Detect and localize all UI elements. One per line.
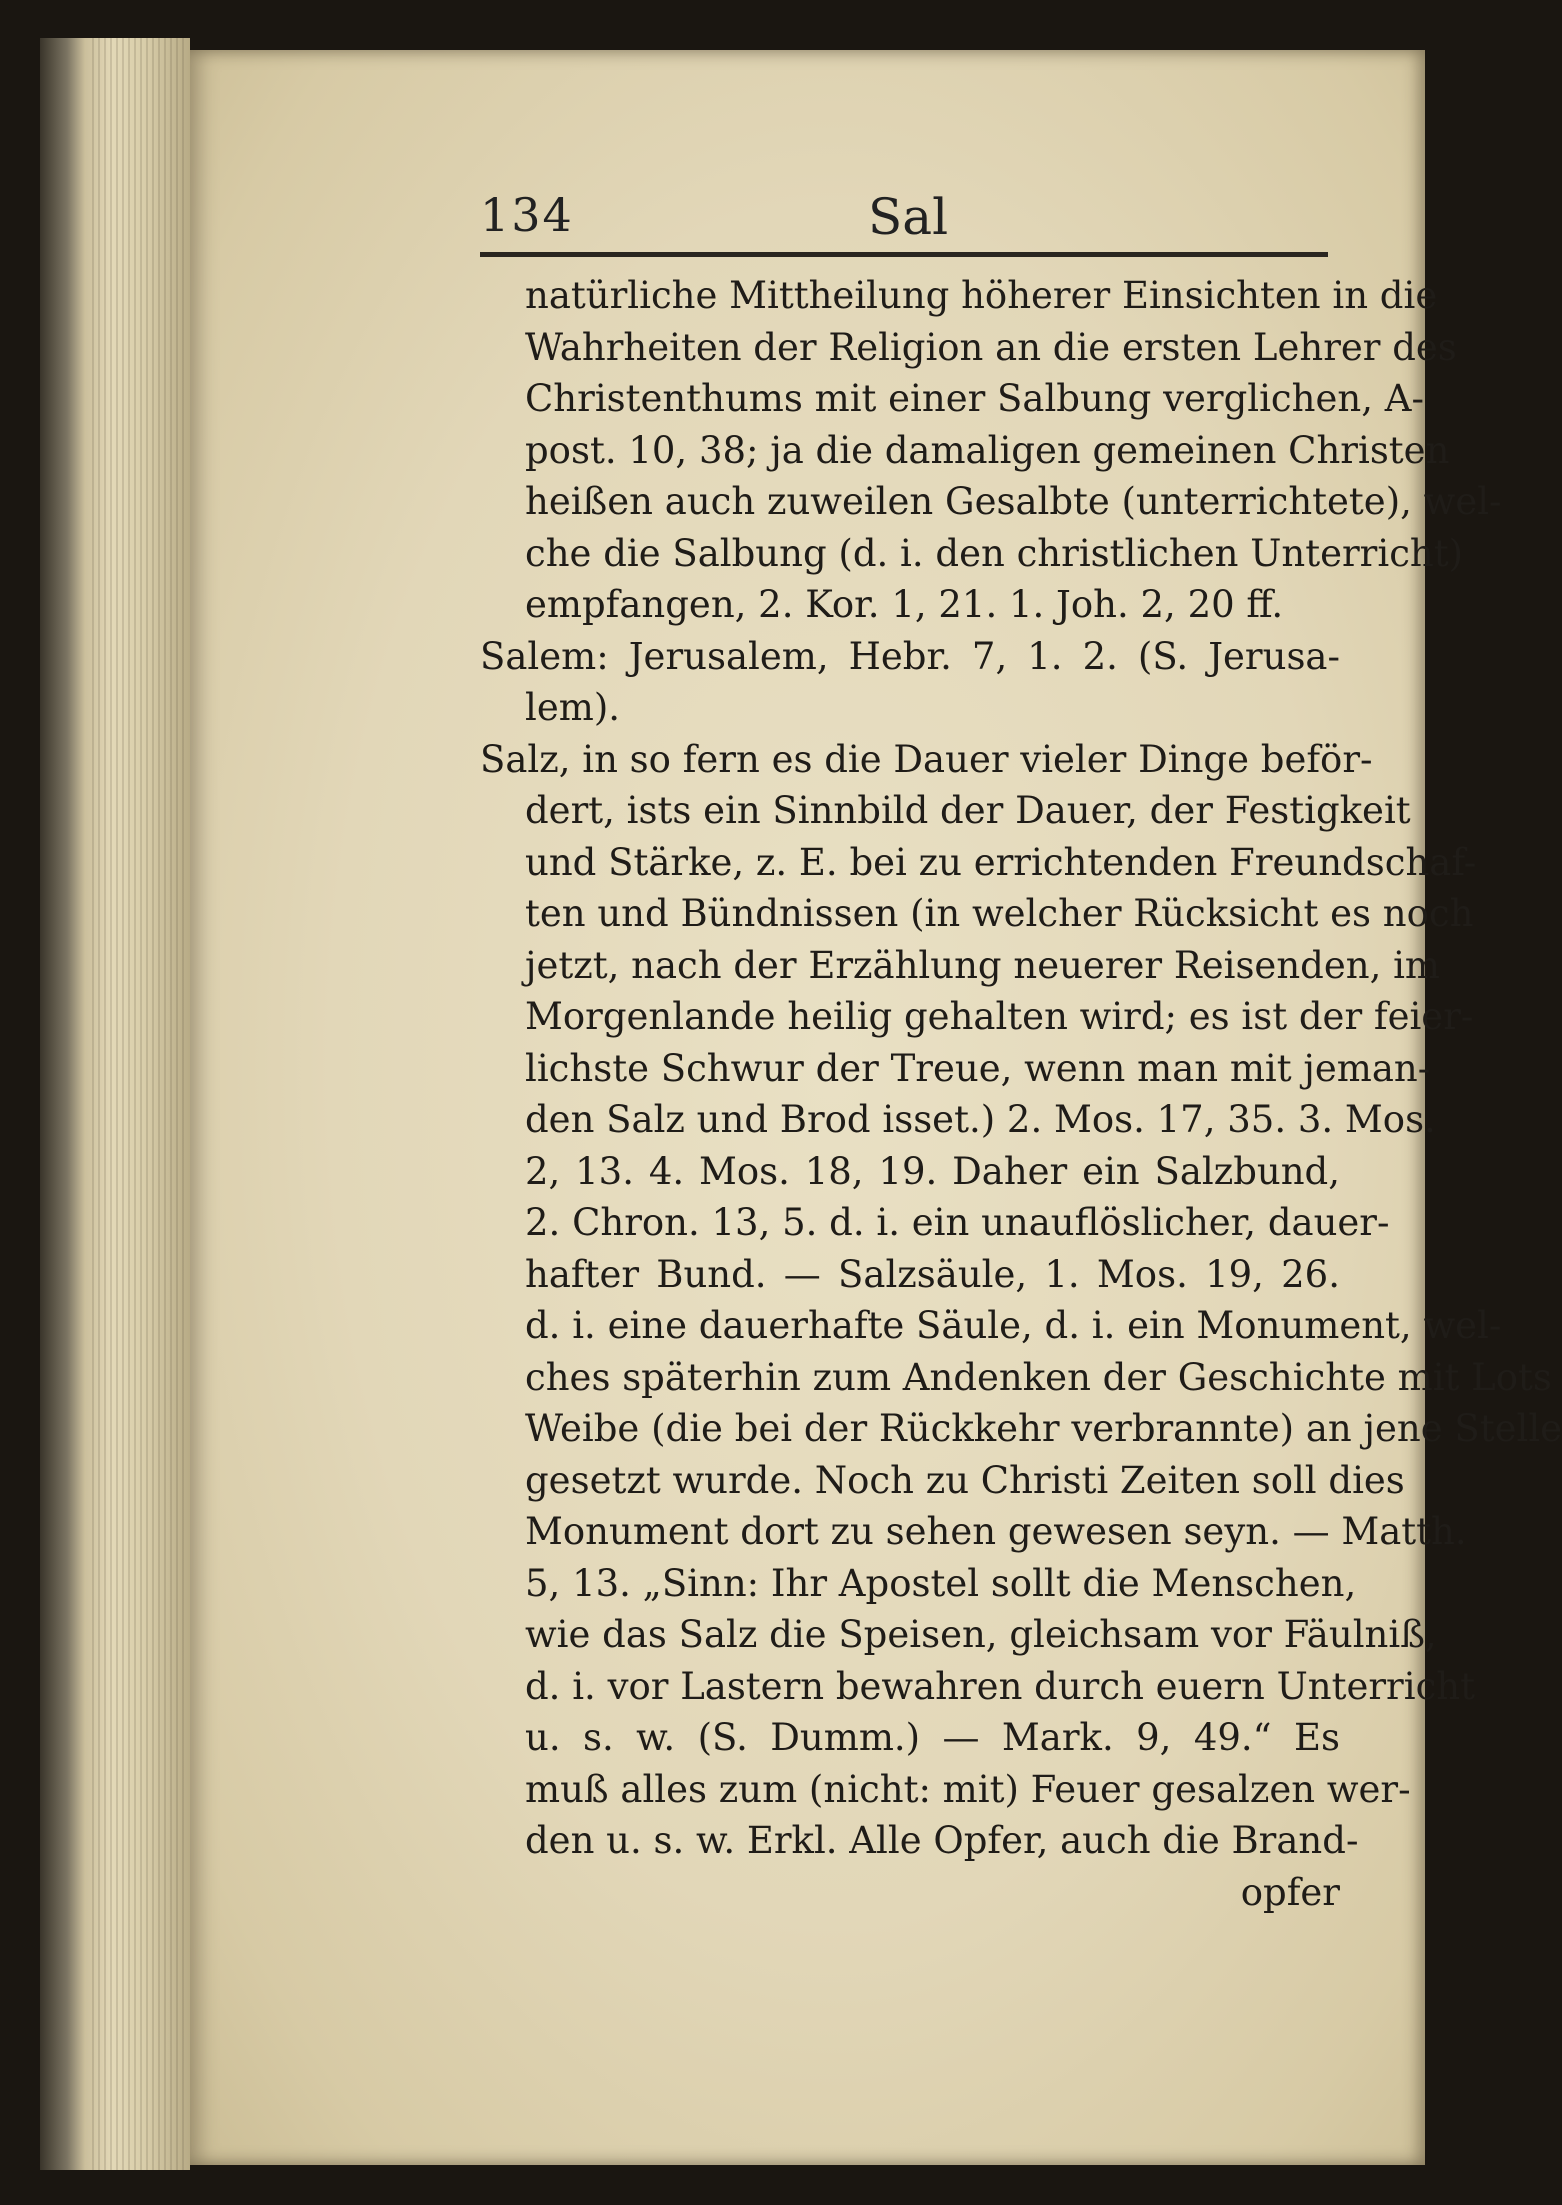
text-line: natürliche Mittheilung höherer Einsichten in die [525, 274, 1438, 317]
text-line: che die Salbung (d. i. den christlichen Unterricht) [525, 531, 1464, 575]
text-line: Morgenlande heilig gehalten wird; es ist der feier- [525, 995, 1474, 1038]
text-line: Monument dort zu sehen gewesen seyn. — Matth. [525, 1510, 1467, 1553]
text-line: 2, 13. 4. Mos. 18, 19. Daher ein Salzbund, [525, 1149, 1340, 1193]
text-line: ten und Bündnissen (in welcher Rücksicht es noch [525, 892, 1474, 935]
page-edge-texture [92, 38, 187, 2170]
text-line: gesetzt wurde. Noch zu Christi Zeiten soll dies [525, 1458, 1405, 1502]
text-line: muß alles zum (nicht: mit) Feuer gesalzen wer- [525, 1767, 1411, 1811]
text-line: lem). [525, 686, 621, 729]
text-line: d. i. eine dauerhafte Säule, d. i. ein Monument, wel- [525, 1304, 1502, 1347]
text-line: lichste Schwur der Treue, wenn man mit jeman- [525, 1046, 1431, 1090]
text-line: wie das Salz die Speisen, gleichsam vor Fäulniß, [525, 1613, 1437, 1656]
text-line: 5, 13. „Sinn: Ihr Apostel sollt die Menschen, [525, 1561, 1357, 1605]
text-line: ches späterhin zum Andenken der Geschichte mit Lots [525, 1355, 1552, 1399]
text-line: hafter Bund. — Salzsäule, 1. Mos. 19, 26. [525, 1252, 1340, 1296]
header-word: Sal [868, 188, 949, 246]
text-line: und Stärke, z. E. bei zu errichtenden Freundschaf- [525, 840, 1477, 884]
text-line: empfangen, 2. Kor. 1, 21. 1. Joh. 2, 20 ff. [525, 583, 1284, 626]
text-line: Salz, in so fern es die Dauer vieler Dinge beför- [480, 737, 1373, 781]
header-rule [480, 252, 1328, 257]
text-block [480, 270, 1562, 1918]
text-line: u. s. w. (S. Dumm.) — Mark. 9, 49.“ Es [525, 1716, 1340, 1759]
text-line: jetzt, nach der Erzählung neuerer Reisenden, im [525, 943, 1441, 987]
text-line: den Salz und Brod isset.) 2. Mos. 17, 35. 3. Mos. [525, 1098, 1436, 1141]
text-line: opfer [1240, 1870, 1340, 1914]
text-line: den u. s. w. Erkl. Alle Opfer, auch die Brand- [525, 1819, 1359, 1862]
text-line: Weibe (die bei der Rückkehr verbrannte) an jene Stelle [525, 1407, 1562, 1450]
running-head [480, 188, 1340, 258]
text-line: post. 10, 38; ja die damaligen gemeinen Christen [525, 428, 1450, 472]
text-line: d. i. vor Lastern bewahren durch euern Unterricht [525, 1664, 1475, 1708]
text-line: 2. Chron. 13, 5. d. i. ein unauflöslicher, dauer- [525, 1201, 1390, 1244]
text-line: dert, ists ein Sinnbild der Dauer, der Festigkeit [525, 789, 1411, 832]
page-number: 134 [480, 188, 574, 242]
text-line: Christenthums mit einer Salbung verglichen, A- [525, 377, 1424, 420]
text-line: Wahrheiten der Religion an die ersten Lehrer des [525, 325, 1457, 369]
text-line: heißen auch zuweilen Gesalbte (unterrichtete), wel- [525, 480, 1502, 523]
text-line: Salem: Jerusalem, Hebr. 7, 1. 2. (S. Jerusa- [480, 634, 1340, 678]
